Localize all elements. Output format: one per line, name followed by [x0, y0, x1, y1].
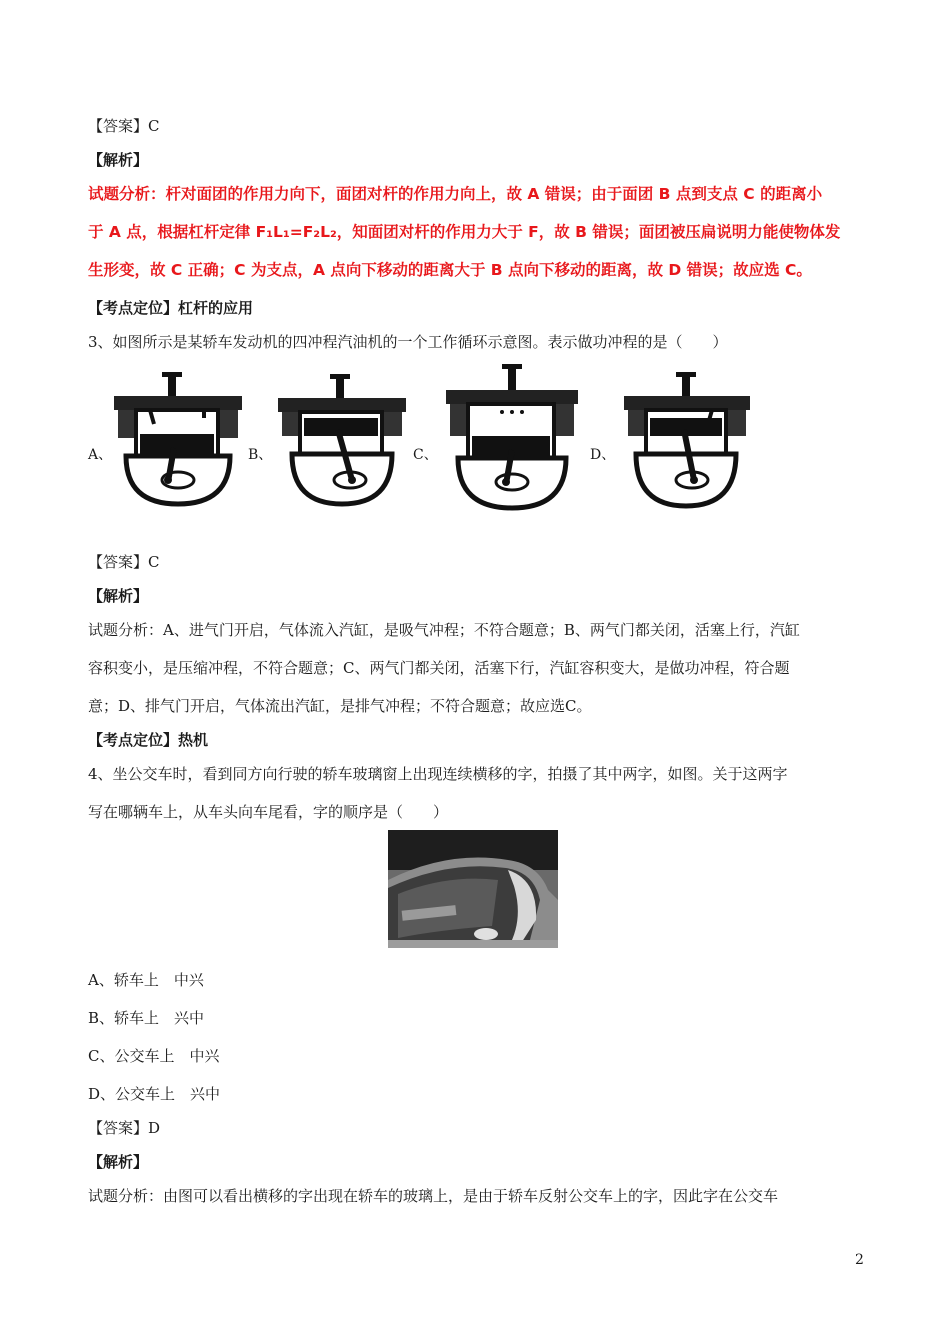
- engine-diagram-d: [622, 368, 752, 510]
- engine-diagram-b: [276, 370, 408, 508]
- q3-option-label-b: B、: [248, 447, 273, 463]
- q4-question-line-1: 4、坐公交车时，看到同方向行驶的轿车玻璃窗上出现连续横移的字，拍摄了其中两字，如图。关于这两字: [88, 765, 788, 783]
- q3-analysis-line-1: 试题分析：A、进气门开启，气体流入汽缸，是吸气冲程；不符合题意；B、两气门都关闭，活塞上行，汽缸: [88, 621, 800, 639]
- q3-question: 3、如图所示是某轿车发动机的四冲程汽油机的一个工作循环示意图。表示做功冲程的是（ ）: [88, 333, 728, 351]
- q3-answer: 【答案】C: [88, 553, 160, 571]
- page-number: 2: [855, 1252, 864, 1268]
- q4-analysis-line-1: 试题分析：由图可以看出横移的字出现在轿车的玻璃上，是由于轿车反射公交车上的字，因此字在公交车: [88, 1187, 779, 1205]
- q2-analysis-line-1: 试题分析：杆对面团的作用力向下，面团对杆的作用力向上，故 A 错误；由于面团 B 点到支点 C 的距离小: [88, 185, 823, 203]
- q3-option-label-d: D、: [590, 447, 616, 463]
- q2-analysis-line-3: 生形变，故 C 正确；C 为支点，A 点向下移动的距离大于 B 点向下移动的距离，故 D 错误；故应选 C。: [88, 261, 812, 279]
- q2-analysis-line-2: 于 A 点，根据杠杆定律 F₁L₁=F₂L₂，知面团对杆的作用力大于 F，故 B 错误；面团被压扁说明力能使物体发: [88, 223, 841, 241]
- q4-option-c: C、公交车上 中兴: [88, 1047, 220, 1065]
- q3-option-label-c: C、: [413, 447, 438, 463]
- engine-diagram-c: [444, 362, 580, 512]
- engine-diagram-a: [112, 368, 244, 508]
- q2-topic: 【考点定位】杠杆的应用: [88, 299, 254, 317]
- q4-answer: 【答案】D: [88, 1119, 161, 1137]
- q3-analysis-line-3: 意；D、排气门开启，气体流出汽缸，是排气冲程；不符合题意；故应选C。: [88, 697, 592, 715]
- q2-analysis-heading: 【解析】: [88, 151, 149, 169]
- q4-option-d: D、公交车上 兴中: [88, 1085, 221, 1103]
- q3-option-label-a: A、: [88, 447, 113, 463]
- q3-topic: 【考点定位】热机: [88, 731, 209, 749]
- car-window-photo: [388, 830, 558, 948]
- q3-analysis-line-2: 容积变小，是压缩冲程，不符合题意；C、两气门都关闭，活塞下行，汽缸容积变大，是做功冲程，符合题: [88, 659, 790, 677]
- q4-option-b: B、轿车上 兴中: [88, 1009, 205, 1027]
- q3-analysis-heading: 【解析】: [88, 587, 149, 605]
- q4-question-line-2: 写在哪辆车上，从车头向车尾看，字的顺序是（ ）: [88, 803, 449, 821]
- q2-answer: 【答案】C: [88, 117, 160, 135]
- q4-analysis-heading: 【解析】: [88, 1153, 149, 1171]
- q4-option-a: A、轿车上 中兴: [88, 971, 204, 989]
